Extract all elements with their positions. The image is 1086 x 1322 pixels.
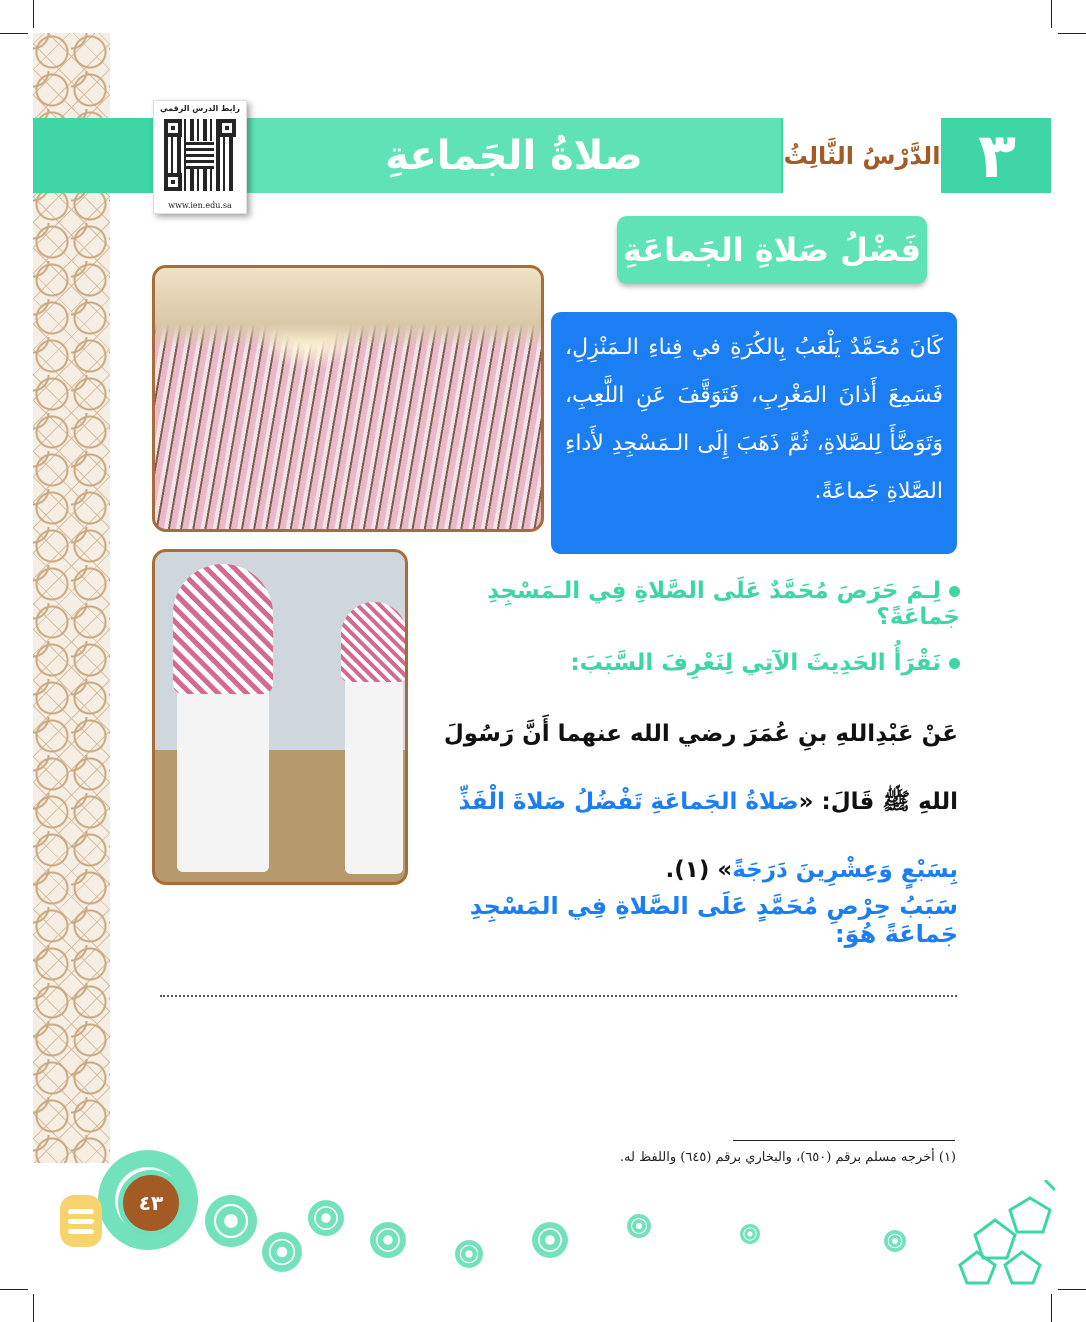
decorative-flower <box>884 1230 906 1252</box>
crop-mark <box>33 0 34 28</box>
lesson-title-box <box>247 118 781 193</box>
crop-mark <box>0 1289 28 1290</box>
decorative-flower <box>455 1240 483 1268</box>
page-number: ٤٣ <box>118 1170 184 1236</box>
decorative-border <box>33 33 110 1163</box>
answer-prompt: سَبَبُ حِرْصِ مُحَمَّدٍ عَلَى الصَّلاةِ فِي المَسْجِدِ جَماعَةً هُوَ: <box>469 892 958 948</box>
qr-url[interactable]: www.ien.edu.sa <box>168 201 232 210</box>
section-heading: فَضْلُ صَلاةِ الجَماعَةِ <box>622 231 922 269</box>
crop-mark <box>33 1294 34 1322</box>
crop-mark <box>1058 1289 1086 1290</box>
decorative-flower <box>262 1232 302 1272</box>
bullet-icon <box>949 658 960 669</box>
crop-mark <box>0 33 28 34</box>
answer-line[interactable] <box>160 995 957 997</box>
lesson-label: الدَّرْسُ الثَّالِثُ <box>783 141 941 170</box>
footnote: (١) أخرجه مسلم برقم (٦٥٠)، والبخاري برقم (٦٤٥) واللفظ له. <box>619 1150 956 1165</box>
decorative-flower <box>627 1214 651 1238</box>
section-heading-box <box>617 216 927 284</box>
qr-card[interactable] <box>153 100 247 214</box>
hadith <box>420 700 958 904</box>
hadith-end: » (١). <box>665 857 733 883</box>
lesson-number: ٣ <box>943 118 1051 193</box>
qr-caption: رابط الدرس الرقمي <box>160 104 240 113</box>
worshippers-photo <box>152 549 408 885</box>
story-box <box>551 312 957 554</box>
question-1-text: لِـمَ حَرَصَ مُحَمَّدٌ عَلَى الصَّلاةِ فِي الـمَسْجِدِ جَماعَةً؟ <box>487 578 960 630</box>
decorative-flower <box>370 1222 406 1258</box>
decorative-flower <box>308 1200 344 1236</box>
crop-mark <box>1051 1294 1052 1322</box>
question-1 <box>420 578 960 630</box>
qr-code-icon[interactable] <box>164 119 236 191</box>
hadith-narration: عَنْ عَبْدِاللهِ بنِ عُمَرَ رضي الله عنهما أَنَّ رَسُولَ اللهِ ﷺ قَالَ: « <box>443 721 958 815</box>
lesson-label-box <box>783 118 941 193</box>
crop-mark <box>1058 33 1086 34</box>
crop-mark <box>1051 0 1052 28</box>
question-2 <box>420 650 960 676</box>
footnote-rule <box>733 1140 955 1141</box>
question-2-text: نَقْرَأُ الحَدِيثَ الآتِي لِنَعْرِفَ السَّبَبَ: <box>570 650 941 676</box>
lesson-title: صلاةُ الجَماعةِ <box>385 132 643 179</box>
decorative-flower <box>740 1224 760 1244</box>
mosque-congregation-photo <box>152 265 544 532</box>
decorative-flower <box>205 1195 257 1247</box>
geometric-ornament-icon <box>955 1180 1055 1285</box>
ien-logo-icon <box>60 1195 102 1247</box>
story-text: كَانَ مُحَمَّدٌ يَلْعَبُ بِالكُرَةِ في فِناءِ الـمَنْزِلِ، فَسَمِعَ أَذانَ المَغْرِبِ، فَتَوَقَّفَ عَنِ اللَّعِبِ، وَتَوَضَّأَ لِلصَّلاةِ، ثُمَّ ذَهَبَ إِلَى الـمَسْجِدِ لأَداءِ الصَّلاةِ جَماعَةً. <box>565 335 943 504</box>
bullet-icon <box>949 586 960 597</box>
decorative-flower <box>532 1222 568 1258</box>
hadith-quote: صَلاةُ الجَماعَةِ تَفْضُلُ صَلاةَ الْفَذِّ بِسَبْعٍ وَعِشْرِينَ دَرَجَةً <box>458 789 958 883</box>
